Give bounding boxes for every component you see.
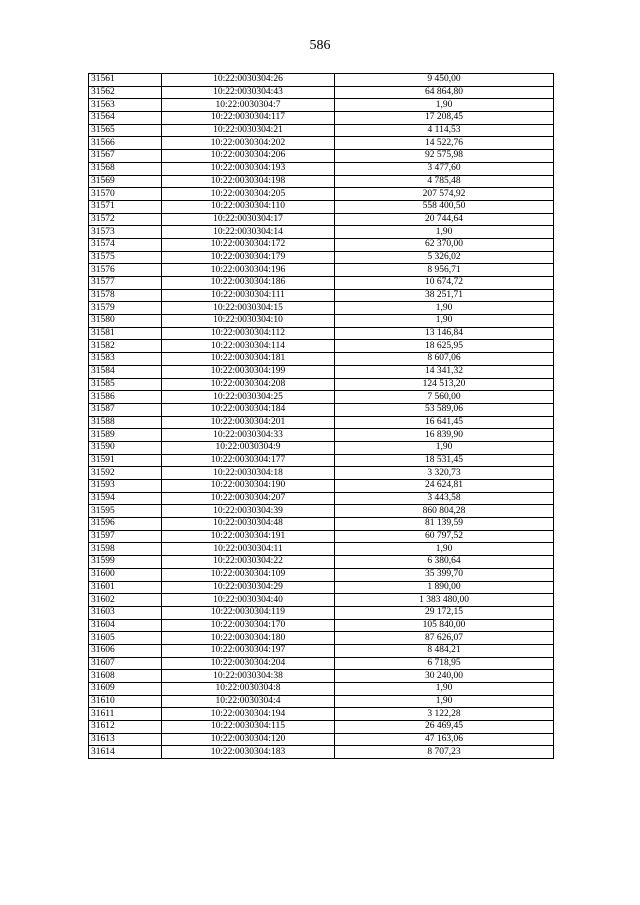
row-number: 31574	[89, 238, 162, 251]
cadastral-value: 1 383 480,00	[335, 594, 554, 607]
cadastral-number: 10:22:0030304:170	[162, 619, 335, 632]
cadastral-value: 1,90	[335, 315, 554, 328]
row-number: 31566	[89, 137, 162, 150]
table-row	[89, 251, 554, 264]
registry-table-body	[89, 74, 554, 759]
table-row	[89, 403, 554, 416]
cadastral-number: 10:22:0030304:29	[162, 581, 335, 594]
row-number: 31606	[89, 644, 162, 657]
table-row	[89, 441, 554, 454]
row-number: 31596	[89, 518, 162, 531]
table-row	[89, 530, 554, 543]
row-number: 31612	[89, 721, 162, 734]
cadastral-number: 10:22:0030304:194	[162, 708, 335, 721]
cadastral-number: 10:22:0030304:11	[162, 543, 335, 556]
cadastral-value: 62 370,00	[335, 238, 554, 251]
row-number: 31568	[89, 162, 162, 175]
cadastral-number: 10:22:0030304:114	[162, 340, 335, 353]
cadastral-value: 860 804,28	[335, 505, 554, 518]
cadastral-number: 10:22:0030304:111	[162, 289, 335, 302]
row-number: 31575	[89, 251, 162, 264]
cadastral-number: 10:22:0030304:18	[162, 467, 335, 480]
cadastral-number: 10:22:0030304:202	[162, 137, 335, 150]
table-row	[89, 99, 554, 112]
row-number: 31590	[89, 441, 162, 454]
table-row	[89, 746, 554, 759]
table-row	[89, 632, 554, 645]
row-number: 31602	[89, 594, 162, 607]
cadastral-value: 26 469,45	[335, 721, 554, 734]
cadastral-number: 10:22:0030304:199	[162, 365, 335, 378]
row-number: 31569	[89, 175, 162, 188]
table-row	[89, 644, 554, 657]
row-number: 31607	[89, 657, 162, 670]
cadastral-number: 10:22:0030304:21	[162, 124, 335, 137]
cadastral-value: 87 626,07	[335, 632, 554, 645]
row-number: 31608	[89, 670, 162, 683]
table-row	[89, 378, 554, 391]
cadastral-number: 10:22:0030304:183	[162, 746, 335, 759]
cadastral-number: 10:22:0030304:205	[162, 188, 335, 201]
cadastral-number: 10:22:0030304:201	[162, 416, 335, 429]
table-row	[89, 289, 554, 302]
page-number: 586	[309, 38, 331, 53]
table-row	[89, 213, 554, 226]
cadastral-number: 10:22:0030304:10	[162, 315, 335, 328]
cadastral-number: 10:22:0030304:120	[162, 733, 335, 746]
table-row	[89, 327, 554, 340]
cadastral-number: 10:22:0030304:4	[162, 695, 335, 708]
table-row	[89, 200, 554, 213]
cadastral-value: 8 484,21	[335, 644, 554, 657]
cadastral-number: 10:22:0030304:172	[162, 238, 335, 251]
cadastral-value: 16 839,90	[335, 429, 554, 442]
cadastral-number: 10:22:0030304:204	[162, 657, 335, 670]
table-row	[89, 467, 554, 480]
table-row	[89, 353, 554, 366]
cadastral-number: 10:22:0030304:8	[162, 683, 335, 696]
cadastral-number: 10:22:0030304:33	[162, 429, 335, 442]
row-number: 31580	[89, 315, 162, 328]
table-row	[89, 391, 554, 404]
row-number: 31565	[89, 124, 162, 137]
row-number: 31609	[89, 683, 162, 696]
cadastral-value: 20 744,64	[335, 213, 554, 226]
row-number: 31603	[89, 606, 162, 619]
cadastral-number: 10:22:0030304:38	[162, 670, 335, 683]
row-number: 31589	[89, 429, 162, 442]
table-row	[89, 188, 554, 201]
cadastral-number: 10:22:0030304:206	[162, 150, 335, 163]
row-number: 31611	[89, 708, 162, 721]
row-number: 31587	[89, 403, 162, 416]
cadastral-number: 10:22:0030304:196	[162, 264, 335, 277]
table-row	[89, 264, 554, 277]
row-number: 31601	[89, 581, 162, 594]
cadastral-value: 1,90	[335, 441, 554, 454]
table-row	[89, 695, 554, 708]
row-number: 31572	[89, 213, 162, 226]
cadastral-number: 10:22:0030304:191	[162, 530, 335, 543]
table-row	[89, 518, 554, 531]
cadastral-value: 29 172,15	[335, 606, 554, 619]
row-number: 31610	[89, 695, 162, 708]
cadastral-value: 1,90	[335, 543, 554, 556]
cadastral-number: 10:22:0030304:186	[162, 277, 335, 290]
row-number: 31585	[89, 378, 162, 391]
cadastral-number: 10:22:0030304:26	[162, 74, 335, 87]
table-row	[89, 670, 554, 683]
cadastral-value: 3 443,58	[335, 492, 554, 505]
cadastral-number: 10:22:0030304:7	[162, 99, 335, 112]
table-row	[89, 657, 554, 670]
table-row	[89, 137, 554, 150]
cadastral-value: 8 607,06	[335, 353, 554, 366]
cadastral-value: 1,90	[335, 695, 554, 708]
cadastral-value: 3 122,28	[335, 708, 554, 721]
cadastral-number: 10:22:0030304:208	[162, 378, 335, 391]
cadastral-number: 10:22:0030304:22	[162, 556, 335, 569]
row-number: 31584	[89, 365, 162, 378]
cadastral-value: 13 146,84	[335, 327, 554, 340]
cadastral-value: 3 320,73	[335, 467, 554, 480]
cadastral-number: 10:22:0030304:190	[162, 480, 335, 493]
cadastral-value: 4 785,48	[335, 175, 554, 188]
row-number: 31595	[89, 505, 162, 518]
cadastral-value: 92 575,98	[335, 150, 554, 163]
row-number: 31564	[89, 112, 162, 125]
cadastral-number: 10:22:0030304:15	[162, 302, 335, 315]
row-number: 31561	[89, 74, 162, 87]
table-row	[89, 581, 554, 594]
cadastral-value: 38 251,71	[335, 289, 554, 302]
cadastral-number: 10:22:0030304:112	[162, 327, 335, 340]
row-number: 31578	[89, 289, 162, 302]
cadastral-number: 10:22:0030304:17	[162, 213, 335, 226]
cadastral-number: 10:22:0030304:198	[162, 175, 335, 188]
cadastral-number: 10:22:0030304:39	[162, 505, 335, 518]
row-number: 31562	[89, 86, 162, 99]
table-row	[89, 619, 554, 632]
cadastral-number: 10:22:0030304:43	[162, 86, 335, 99]
row-number: 31563	[89, 99, 162, 112]
cadastral-value: 16 641,45	[335, 416, 554, 429]
row-number: 31594	[89, 492, 162, 505]
cadastral-number: 10:22:0030304:197	[162, 644, 335, 657]
cadastral-value: 7 560,00	[335, 391, 554, 404]
row-number: 31581	[89, 327, 162, 340]
table-row	[89, 112, 554, 125]
cadastral-value: 9 450,00	[335, 74, 554, 87]
table-row	[89, 315, 554, 328]
cadastral-value: 60 797,52	[335, 530, 554, 543]
cadastral-number: 10:22:0030304:177	[162, 454, 335, 467]
row-number: 31576	[89, 264, 162, 277]
table-row	[89, 429, 554, 442]
row-number: 31593	[89, 480, 162, 493]
table-row	[89, 226, 554, 239]
cadastral-value: 18 531,45	[335, 454, 554, 467]
table-row	[89, 124, 554, 137]
cadastral-value: 1,90	[335, 302, 554, 315]
cadastral-value: 53 589,06	[335, 403, 554, 416]
cadastral-number: 10:22:0030304:9	[162, 441, 335, 454]
table-row	[89, 708, 554, 721]
cadastral-value: 105 840,00	[335, 619, 554, 632]
cadastral-value: 5 326,02	[335, 251, 554, 264]
table-row	[89, 721, 554, 734]
row-number: 31614	[89, 746, 162, 759]
cadastral-number: 10:22:0030304:109	[162, 568, 335, 581]
cadastral-value: 6 380,64	[335, 556, 554, 569]
cadastral-value: 64 864,80	[335, 86, 554, 99]
table-row	[89, 175, 554, 188]
row-number: 31599	[89, 556, 162, 569]
table-row	[89, 480, 554, 493]
cadastral-number: 10:22:0030304:40	[162, 594, 335, 607]
cadastral-number: 10:22:0030304:184	[162, 403, 335, 416]
row-number: 31613	[89, 733, 162, 746]
cadastral-value: 81 139,59	[335, 518, 554, 531]
table-row	[89, 340, 554, 353]
row-number: 31577	[89, 277, 162, 290]
row-number: 31582	[89, 340, 162, 353]
row-number: 31571	[89, 200, 162, 213]
table-row	[89, 74, 554, 87]
table-row	[89, 683, 554, 696]
table-row	[89, 733, 554, 746]
row-number: 31567	[89, 150, 162, 163]
cadastral-number: 10:22:0030304:193	[162, 162, 335, 175]
cadastral-value: 1,90	[335, 683, 554, 696]
row-number: 31573	[89, 226, 162, 239]
cadastral-number: 10:22:0030304:181	[162, 353, 335, 366]
cadastral-value: 47 163,06	[335, 733, 554, 746]
cadastral-number: 10:22:0030304:119	[162, 606, 335, 619]
cadastral-value: 24 624,81	[335, 480, 554, 493]
cadastral-value: 17 208,45	[335, 112, 554, 125]
row-number: 31583	[89, 353, 162, 366]
table-row	[89, 416, 554, 429]
table-row	[89, 606, 554, 619]
cadastral-value: 4 114,53	[335, 124, 554, 137]
table-row	[89, 86, 554, 99]
cadastral-value: 1,90	[335, 226, 554, 239]
table-row	[89, 302, 554, 315]
row-number: 31604	[89, 619, 162, 632]
cadastral-value: 3 477,60	[335, 162, 554, 175]
cadastral-value: 14 341,32	[335, 365, 554, 378]
cadastral-value: 30 240,00	[335, 670, 554, 683]
table-row	[89, 238, 554, 251]
cadastral-number: 10:22:0030304:48	[162, 518, 335, 531]
cadastral-number: 10:22:0030304:180	[162, 632, 335, 645]
cadastral-value: 14 522,76	[335, 137, 554, 150]
row-number: 31605	[89, 632, 162, 645]
row-number: 31591	[89, 454, 162, 467]
row-number: 31588	[89, 416, 162, 429]
table-row	[89, 492, 554, 505]
cadastral-value: 124 513,20	[335, 378, 554, 391]
cadastral-value: 6 718,95	[335, 657, 554, 670]
cadastral-number: 10:22:0030304:14	[162, 226, 335, 239]
registry-table	[88, 73, 554, 759]
table-row	[89, 568, 554, 581]
cadastral-value: 35 399,70	[335, 568, 554, 581]
row-number: 31570	[89, 188, 162, 201]
cadastral-value: 8 956,71	[335, 264, 554, 277]
table-row	[89, 162, 554, 175]
row-number: 31592	[89, 467, 162, 480]
cadastral-number: 10:22:0030304:115	[162, 721, 335, 734]
cadastral-value: 18 625,95	[335, 340, 554, 353]
table-row	[89, 594, 554, 607]
cadastral-value: 1,90	[335, 99, 554, 112]
row-number: 31579	[89, 302, 162, 315]
row-number: 31600	[89, 568, 162, 581]
cadastral-number: 10:22:0030304:207	[162, 492, 335, 505]
table-row	[89, 150, 554, 163]
cadastral-value: 558 400,50	[335, 200, 554, 213]
table-row	[89, 365, 554, 378]
cadastral-value: 8 707,23	[335, 746, 554, 759]
cadastral-value: 1 890,00	[335, 581, 554, 594]
table-row	[89, 454, 554, 467]
cadastral-number: 10:22:0030304:110	[162, 200, 335, 213]
row-number: 31597	[89, 530, 162, 543]
cadastral-number: 10:22:0030304:117	[162, 112, 335, 125]
table-row	[89, 556, 554, 569]
cadastral-value: 207 574,92	[335, 188, 554, 201]
row-number: 31598	[89, 543, 162, 556]
table-row	[89, 505, 554, 518]
table-row	[89, 543, 554, 556]
table-row	[89, 277, 554, 290]
cadastral-value: 10 674,72	[335, 277, 554, 290]
cadastral-number: 10:22:0030304:179	[162, 251, 335, 264]
cadastral-number: 10:22:0030304:25	[162, 391, 335, 404]
row-number: 31586	[89, 391, 162, 404]
